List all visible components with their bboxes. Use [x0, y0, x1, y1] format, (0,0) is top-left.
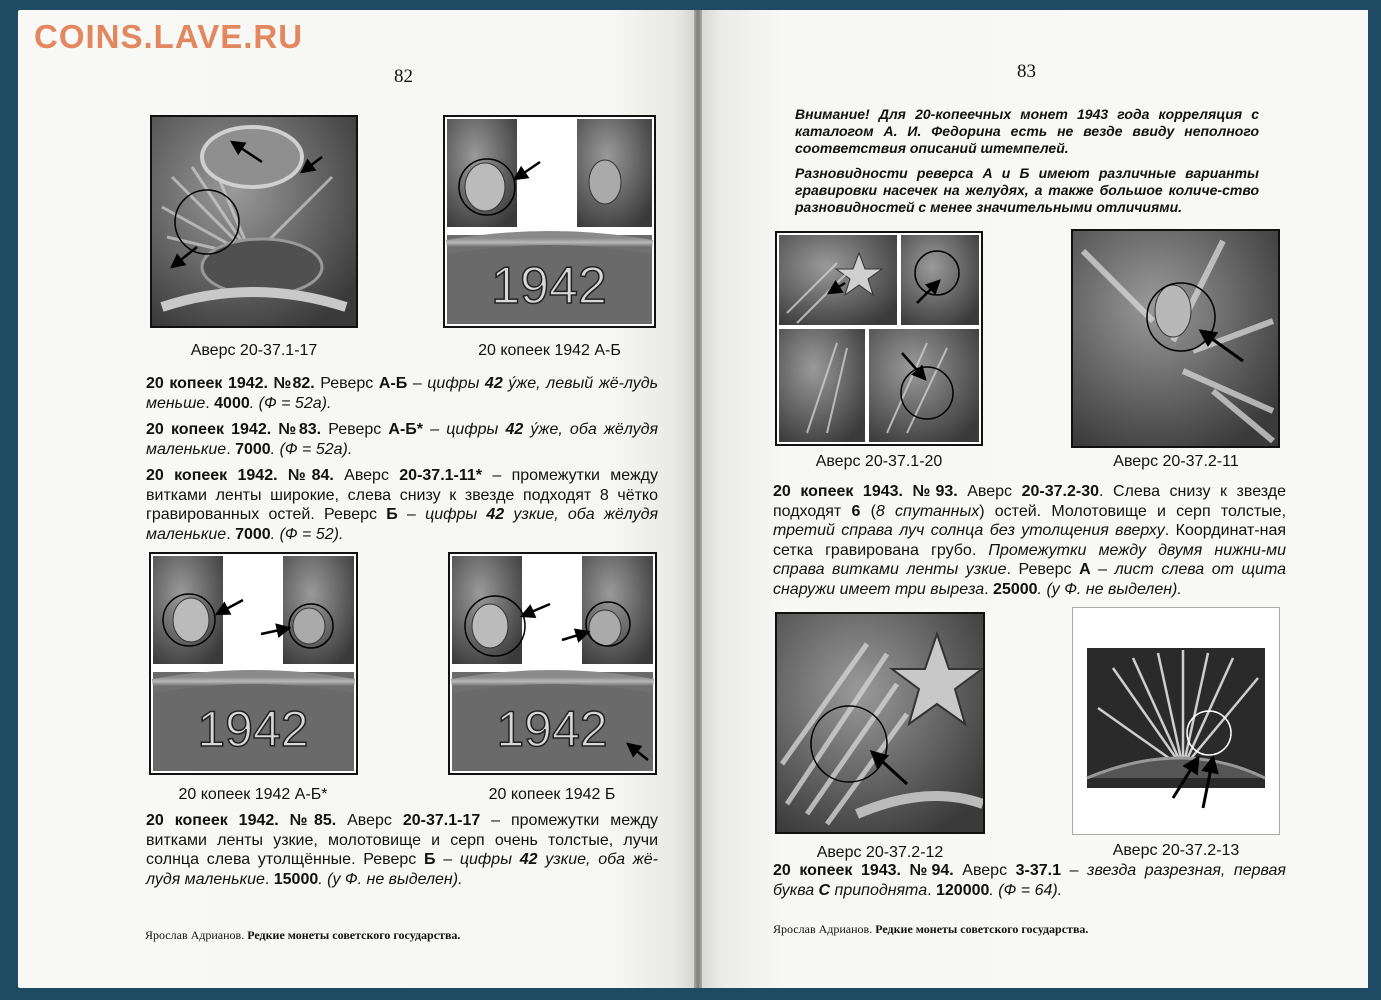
caption: Аверс 20-37.2-12	[816, 844, 944, 861]
caption: Аверс 20-37.2-11	[1113, 453, 1239, 470]
caption: Аверс 20-37.1-20	[815, 453, 943, 470]
coin-photo-obverse	[1072, 607, 1280, 835]
caption: 20 копеек 1942 А-Б*	[178, 786, 328, 803]
coin-year: 1942	[491, 257, 607, 315]
right-page	[702, 10, 1368, 988]
catalog-entry-93: 20 копеек 1943. №93. Аверс 20-37.2-30. Слева снизу к звезде подходят 6 (8 спутанных) остей. Молотовище и серп толстые, третий справа луч солнца без утолщения вверху. Координат-ная сетка гравирована грубо. Промежутки между двумя нижни-ми справа витками ленты узкие. Реверс А – лист слева от щита снаружи имеет три выреза. 25000. (у Ф. не выделен).	[773, 483, 1287, 598]
catalog-entry-94: 20 копеек 1943. №94. Аверс 3-37.1 – звезда разрезная, первая буква С приподнята. 120000. (Ф = 64).	[773, 862, 1286, 899]
page-number: 83	[1017, 61, 1036, 82]
coin-photo-reverse	[149, 552, 358, 775]
caption: Аверс 20-37.1-17	[190, 342, 318, 359]
caption: Аверс 20-37.2-13	[1112, 842, 1240, 859]
coin-photo-obverse	[150, 115, 358, 328]
coin-photo-reverse	[443, 115, 656, 328]
site-watermark: COINS.LAVE.RU	[34, 18, 304, 55]
page-footer: Ярослав Адрианов. Редкие монеты советского государства.	[773, 922, 1089, 936]
caption: 20 копеек 1942 А-Б	[478, 342, 621, 359]
coin-year: 1942	[496, 701, 608, 757]
catalog-entry-84: 20 копеек 1942. №84. Аверс 20-37.1-11* – промежутки между витками ленты широкие, слева снизу к звезде подходят 8 чётко гравированных остей. Реверс Б – цифры 42 узкие, оба жёлудя маленькие. 7000. (Ф = 52).	[146, 467, 659, 543]
notice-text: Разновидности реверса А и Б имеют различные варианты гравировки насечек на желудях, а также большое количе-ство разновидностей с менее значительными отличиями.	[795, 165, 1259, 215]
left-page	[18, 10, 694, 988]
page-footer: Ярослав Адрианов. Редкие монеты советского государства.	[145, 928, 461, 942]
coin-photo-obverse	[775, 231, 983, 446]
catalog-entry-85: 20 копеек 1942. №85. Аверс 20-37.1-17 – промежутки между витками ленты узкие, молотовище и серп очень толстые, лучи солнца слева утолщённые. Реверс Б – цифры 42 узкие, оба жё-лудя маленькие. 15000. (у Ф. не выделен).	[146, 812, 658, 888]
catalog-entry-82: 20 копеек 1942. №82. Реверс А-Б – цифры 42 у́же, левый жё-лудь меньше. 4000. (Ф = 52а).	[146, 375, 659, 412]
coin-photo-obverse	[1071, 229, 1280, 448]
page-number: 82	[394, 66, 413, 87]
caption: 20 копеек 1942 Б	[488, 786, 616, 803]
coin-photo-reverse	[448, 552, 657, 775]
coin-year: 1942	[197, 701, 309, 757]
notice-text: Внимание! Для 20-копеечных монет 1943 года корреляция с каталогом А. И. Федорина есть не везде ввиду неполного соответствия описаний штемпелей.	[795, 106, 1259, 156]
coin-photo-obverse	[775, 612, 985, 834]
catalog-entry-83: 20 копеек 1942. №83. Реверс А-Б* – цифры 42 у́же, оба жёлудя маленькие. 7000. (Ф = 52а).	[146, 421, 659, 458]
